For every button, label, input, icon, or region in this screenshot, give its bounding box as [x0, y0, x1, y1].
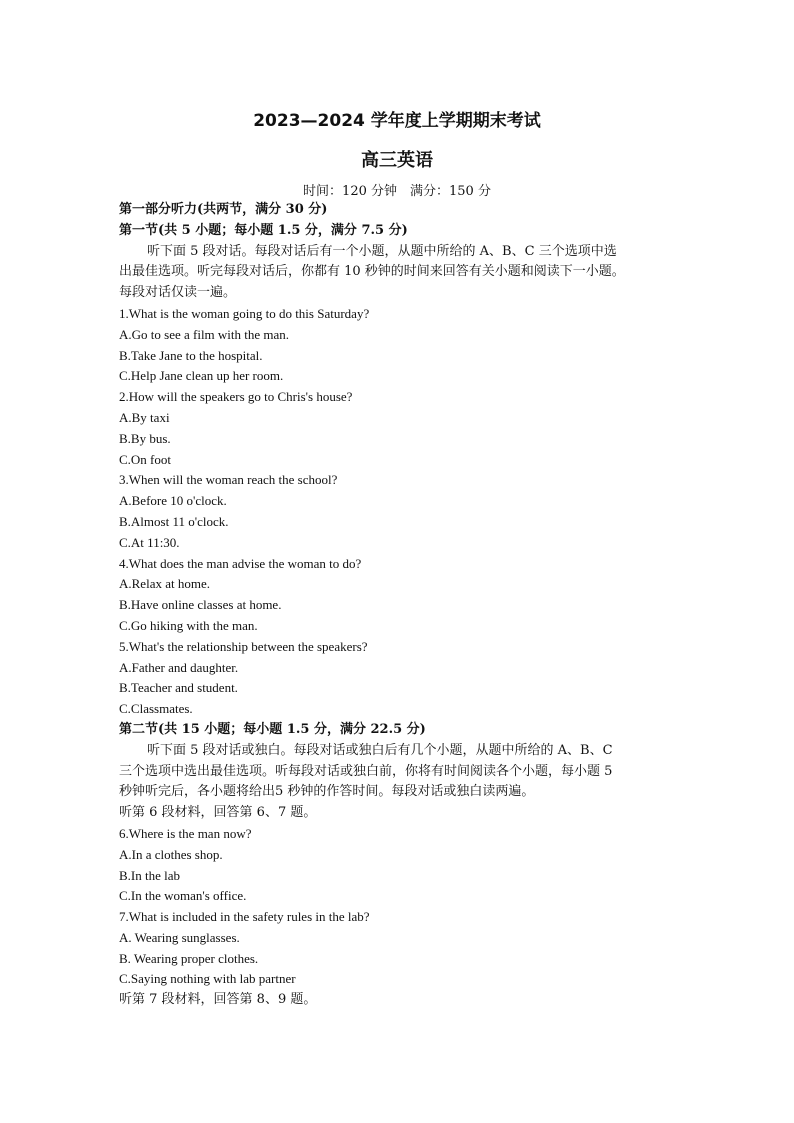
text-line: B.In the lab	[119, 867, 181, 883]
text-line: 听第 7 段材料，回答第 8、9 题。	[119, 992, 317, 1008]
text-line: B.Take Jane to the hospital.	[119, 347, 263, 363]
text-line: C.Go hiking with the man.	[119, 617, 258, 633]
section-heading: 第一节(共 5 小题；每小题 1.5 分，满分 7.5 分)	[119, 222, 408, 238]
exam-meta: 时间：120 分钟 满分：150 分	[303, 184, 491, 199]
text-line: A.Relax at home.	[119, 576, 210, 592]
text-line: 听下面 5 段对话或独白。每段对话或独白后有几个小题，从题中所给的 A、B、C	[147, 742, 613, 758]
exam-title: 2023—2024 学年度上学期期末考试	[253, 111, 541, 131]
text-line: 6.Where is the man now?	[119, 825, 252, 841]
text-line: A. Wearing sunglasses.	[119, 929, 240, 945]
text-line: 听第 6 段材料，回答第 6、7 题。	[119, 805, 317, 821]
document-body	[119, 200, 699, 1011]
text-line: 秒钟听完后，各小题将给出5 秒钟的作答时间。每段对话或独白读两遍。	[119, 784, 535, 800]
text-line: A.Go to see a film with the man.	[119, 326, 290, 342]
text-line: 出最佳选项。听完每段对话后，你都有 10 秒钟的时间来回答有关小题和阅读下一小题。	[119, 264, 625, 280]
text-line: 4.What does the man advise the woman to do?	[119, 555, 362, 571]
text-line: C.In the woman's office.	[119, 888, 247, 904]
text-line: 听下面 5 段对话。每段对话后有一个小题，从题中所给的 A、B、C 三个选项中选	[147, 243, 617, 259]
exam-subject: 高三英语	[361, 150, 433, 171]
text-line: C.At 11:30.	[119, 534, 180, 550]
text-line: B.Have online classes at home.	[119, 597, 282, 613]
text-line: 每段对话仅读一遍。	[119, 285, 237, 301]
text-line: 5.What's the relationship between the speakers?	[119, 638, 368, 654]
text-line: 7.What is included in the safety rules in the lab?	[119, 909, 370, 925]
text-line: A.In a clothes shop.	[119, 846, 223, 862]
text-line: C.Classmates.	[119, 701, 193, 717]
text-line: 2.How will the speakers go to Chris's house?	[119, 389, 353, 405]
text-line: A.By taxi	[119, 409, 170, 425]
text-line: C.On foot	[119, 451, 171, 467]
text-line: B. Wearing proper clothes.	[119, 950, 259, 966]
text-line: A.Before 10 o'clock.	[119, 493, 227, 509]
text-line: B.Almost 11 o'clock.	[119, 513, 229, 529]
text-line: C.Help Jane clean up her room.	[119, 368, 284, 384]
text-line: 3.When will the woman reach the school?	[119, 472, 338, 488]
text-line: B.By bus.	[119, 430, 171, 446]
text-line: B.Teacher and student.	[119, 680, 238, 696]
text-line: 三个选项中选出最佳选项。听每段对话或独白前，你将有时间阅读各个小题，每小题 5	[119, 763, 613, 779]
text-line: C.Saying nothing with lab partner	[119, 971, 296, 987]
text-line: A.Father and daughter.	[119, 659, 239, 675]
text-line: 1.What is the woman going to do this Saturday?	[119, 305, 370, 321]
section-heading: 第二节(共 15 小题；每小题 1.5 分，满分 22.5 分)	[119, 721, 426, 737]
section-heading: 第一部分听力(共两节，满分 30 分)	[119, 202, 328, 217]
